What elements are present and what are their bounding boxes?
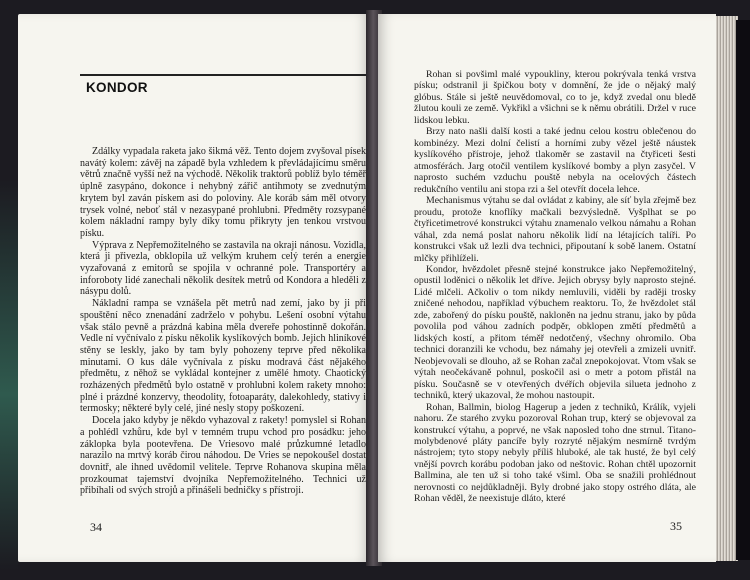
- background-glare: [0, 180, 18, 570]
- left-page: [18, 14, 370, 562]
- paragraph: Kondor, hvězdolet přesně stejné konstrukce jako Nepřemožitelný, opustil loděnici o několik let dříve. Jejich obrysy byly naprosto stejné. Lidé mlčeli. Ačkoliv o tom nikdy nemluvili, viděli by raději trosky zničené nehodou, například výbuchem reaktoru. To, že hvězdolet stál zde, zabořený do písku pouště, nakloněn na jednu stranu, jako by půda povolila pod váhou zadních podpěr, obklopen změtí předmětů a lidských kostí, a přitom téměř nedotčený, všechny ohromilo. Oba technici doranzili ke vchodu, bez námahy jej otevřeli a zmizeli uvnitř. Neobjevovali se dlouho, až se Rohan začal znepokojovat. Vtom však se výtah neočekávaně pohnul, poskočil asi o metr a potom přistál na písku. Současně se v otevřených dvéřích objevila silueta jednoho z techniků, který ukazoval, že mohou nastoupit.: [414, 263, 696, 402]
- chapter-title: KONDOR: [86, 80, 148, 95]
- book-cover-edge: [736, 20, 750, 560]
- paragraph: Docela jako kdyby je někdo vyhazoval z rakety! pomyslel si Rohan a pohlédl vzhůru, kde byl v temném trupu vchod pro posádku: jeho záklopka byla pootevřena. De Vriesovo malé průzkumné letadlo narazilo na mrtvý koráb čirou náhodou. De Vries se nepokoušel dostat dovnitř, ale ihned uvědomil velitele. Teprve Rohanova skupina měla prozkoumat tajemství dvojníka Nepřemožitelného. Technici už přibíhali od svých strojů a přinášeli bedničky s přístroji.: [80, 415, 366, 497]
- right-page-text: [414, 69, 696, 505]
- paragraph: Výprava z Nepřemožitelného se zastavila na okraji nánosu. Vozidla, která ji přivezla, obklopila už velkým kruhem celý terén a energie vyzařovaná z emitorů se spojila v ochranné pole. Transportéry a inforoboty lidé zanechali několik desítek metrů od Kondora a hleděli z násypu dolů.: [80, 239, 366, 298]
- paragraph: Mechanismus výtahu se dal ovládat z kabiny, ale síť byla zřejmě bez proudu, protože knoflíky mačkali bezvýsledně. Vyšplhat se po čtyřicetimetrové konstrukci výtahu znamenalo velkou námahu a Rohan váhal, zda nemá poslat nahoru několik lidí na létajících talíři. Po konstrukci však už lezli dva technici, připoutaní k sobě lanem. Ostatní mlčky přihlíželi.: [414, 195, 696, 264]
- page-number: 34: [90, 520, 102, 534]
- page-edges: [716, 16, 738, 561]
- left-page-text: [80, 146, 366, 497]
- paragraph: Rohan si povšiml malé vypoukliny, kterou pokrývala tenká vrstva písku; odstranil ji špičkou boty v domnění, že jde o nějaký malý glóbus. Stále si ještě neuvědomoval, co to je, když zvedal onu bledě žlutou kouli ze země. Vykřikl a všichni se k němu obrátili. Držel v ruce lidskou lebku.: [414, 69, 696, 126]
- paragraph: Zdálky vypadala raketa jako šikmá věž. Tento dojem zvyšoval písek navátý kolem: závěj na západě byla vzhledem k převládajícímu směru větrů značně vyšší než na východě. Několik traktorů poblíž bylo téměř úplně zasypáno, dokonce i nehybný zářič antihmoty se zvednutým krytem byl zaván pískem asi do poloviny. Ale koráb sám měl otvory trysek volné, neboť stál v nezasypané prohlubni. Předměty rozsypané kolem nákladní rampy byly díky tomu přikryty jen tenkou vrstvou písku.: [80, 146, 366, 239]
- chapter-rule: [80, 74, 366, 76]
- right-page: [378, 14, 716, 562]
- paragraph: Nákladní rampa se vznášela pět metrů nad zemí, jako by ji při spouštění něco znenadání zadrželo v pohybu. Lešení osobní výtahu však stálo pevně a prázdná kabina měla dvereře pohostinně dokořán. Vedle ní vyčnívalo z písku několik kyslíkových bomb. Jejich hliníkové stěny se leskly, jako by tam byly pohozeny teprve před několika minutami. O kus dále vyčnívala z písku modravá část nějakého předmětu, z něhož se vykládal kontejner z umělé hmoty. Chaotický rozházených předmětů bylo ostatně v prohlubni kolem rakety mnoho: plné i prázdné konzervy, theodolity, fotoaparáty, dalekohledy, stativy i termosky; některé byly celé, jiné nesly stopy poškození.: [80, 298, 366, 415]
- paragraph: Brzy nato našli další kosti a také jednu celou kostru oblečenou do kombinézy. Mezi dolní čelistí a horními zuby vězel ještě náustek kyslíkového přístroje, jehož tlakoměr se zastavil na čtyřiceti šesti atmosférách. Jarg otočil ventilem kyslíkové bomby a plyn zasyčel. V naprosto suchém vzduchu pouště nebyla na ocelových částech redukčního ventilu ani stopa rzi a šel otevřít docela lehce.: [414, 126, 696, 195]
- paragraph: Rohan, Ballmin, biolog Hagerup a jeden z techniků, Králík, vyjeli nahoru. Ze starého zvyku pozoroval Rohan trup, který se objevoval za konstrukcí výtahu, a poprvé, ne však naposled toho dne strnul. Titano-molybdenové pláty pancíře byly rozryté nějakým nesmírně tvrdým nástrojem; tyto stopy nebyly příliš hluboké, ale tak husté, že byl celý vnější povrch korábu podoban jako od neštovic. Rohan chtěl upozornit Ballmina, ale ten už si toho také všiml. Oba se snažili prohlédnout nerovnosti co nejdůkladněji. Byly drobné jako stopy ostrého dláta, ale Rohan věděl, že neexistuje dláto, které: [414, 401, 696, 505]
- page-number: 35: [670, 519, 682, 533]
